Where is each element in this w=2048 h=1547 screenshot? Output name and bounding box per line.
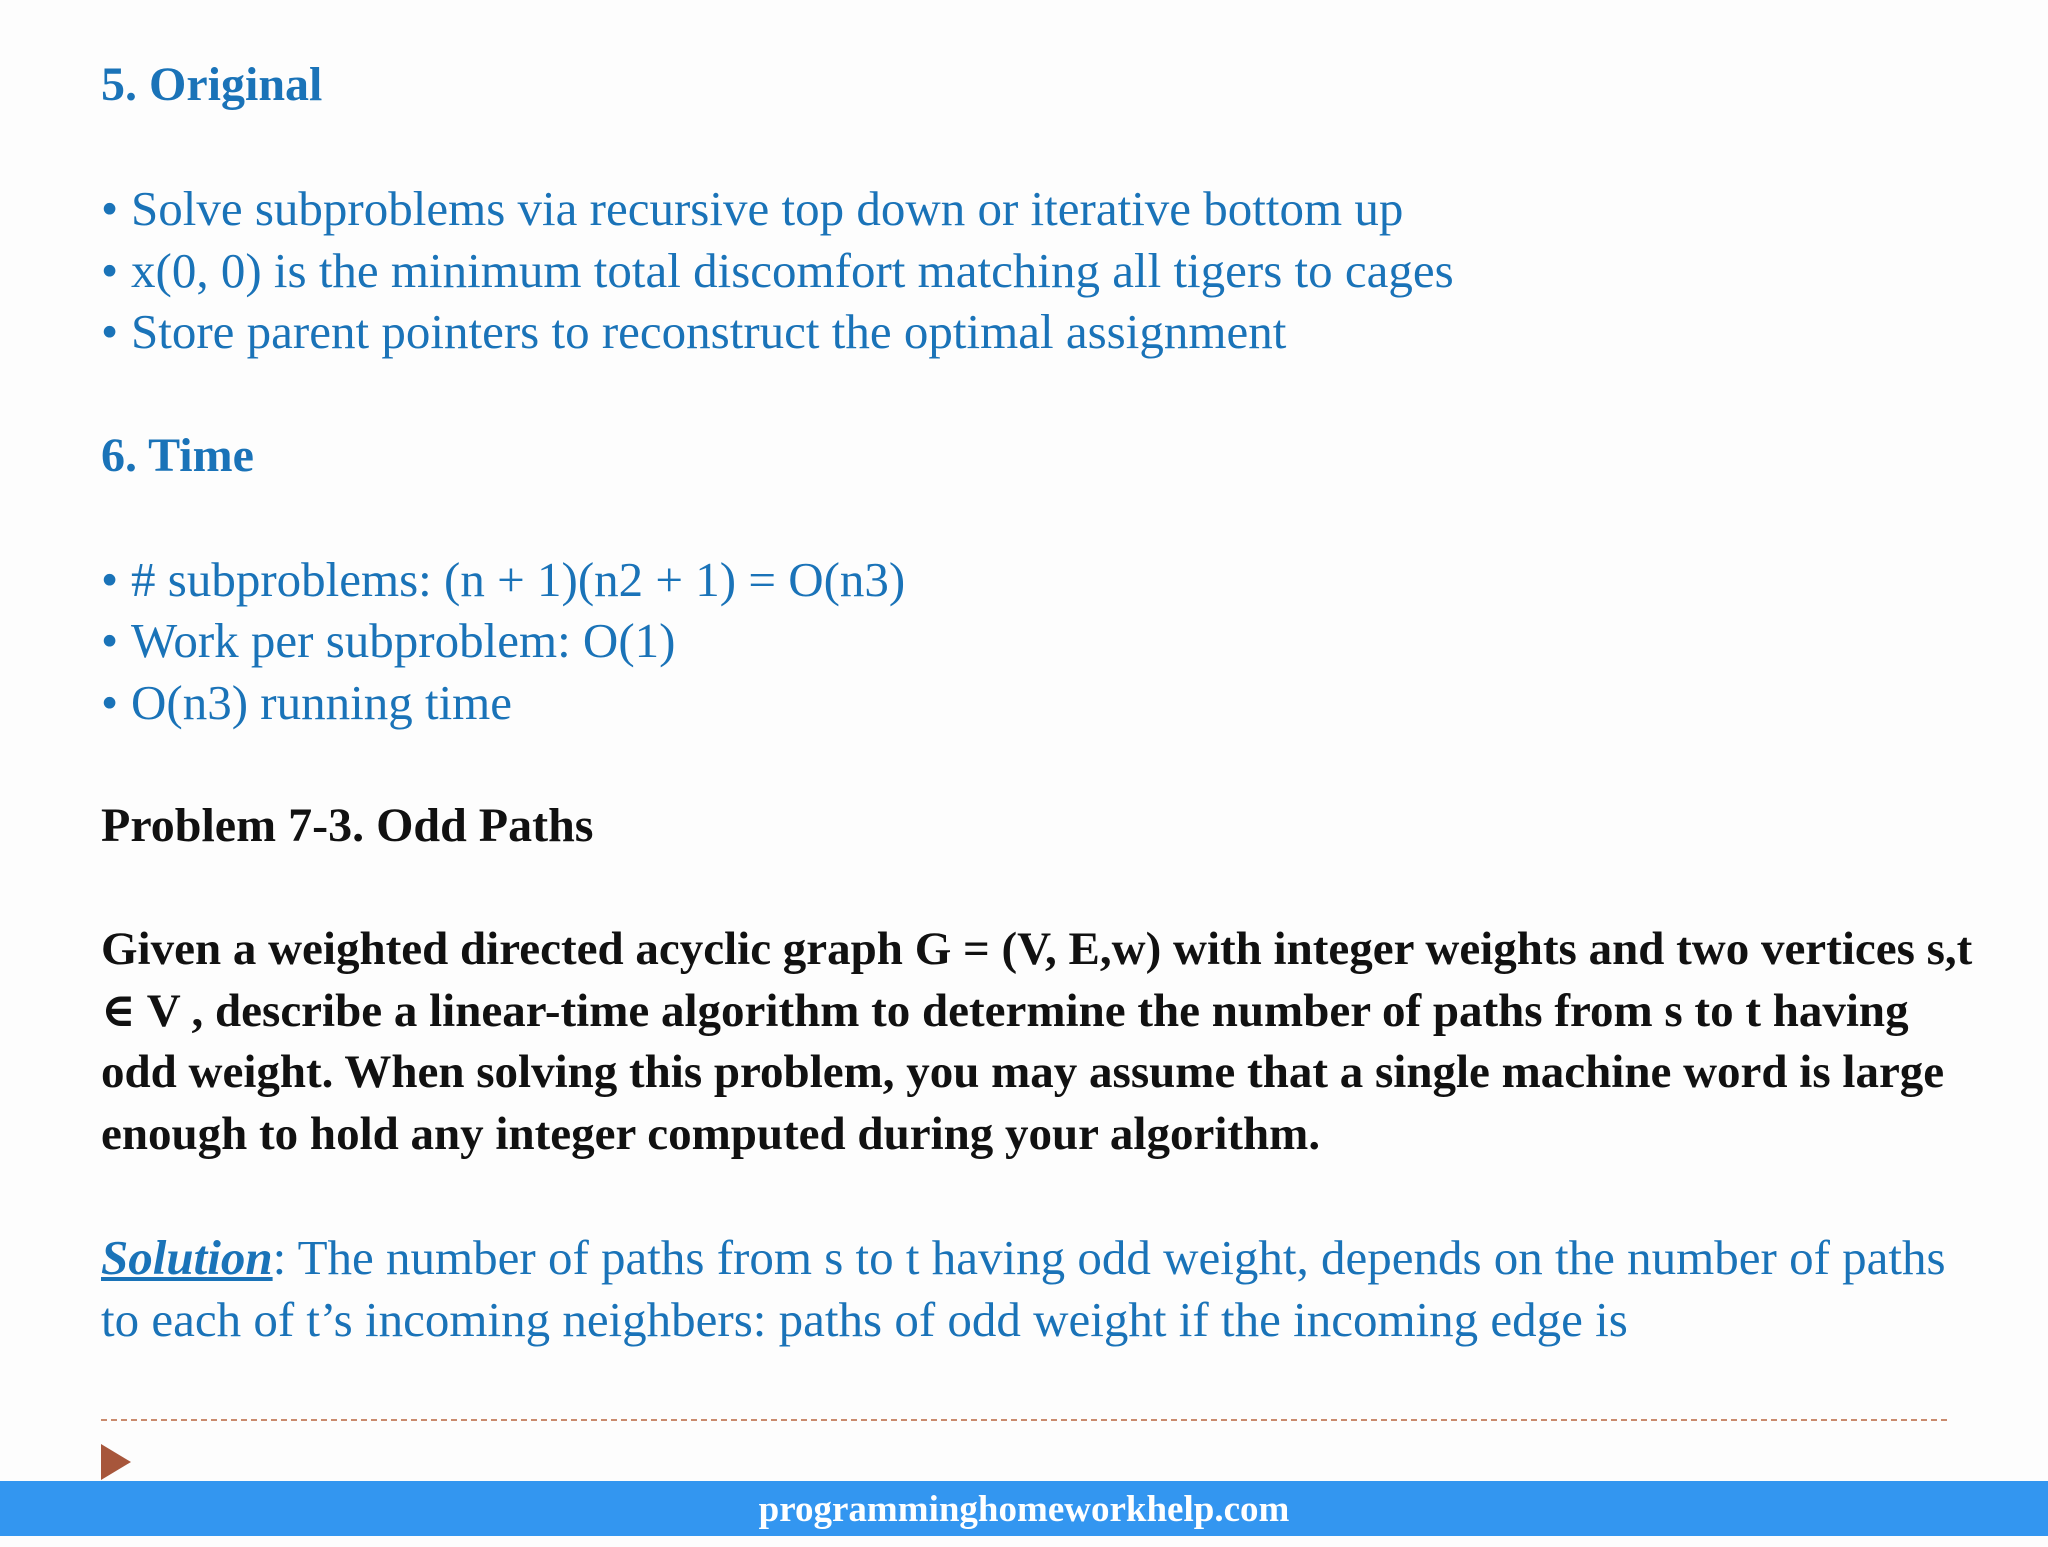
- bullet-icon: •: [101, 181, 119, 236]
- bullet-text: Work per subproblem: O(1): [131, 613, 676, 668]
- document-content: [101, 54, 1981, 1350]
- section-5-heading: 5. Original: [101, 58, 323, 111]
- divider-line: [101, 1419, 1947, 1421]
- bullet-icon: •: [101, 674, 119, 730]
- bullet-text: # subproblems: (n + 1)(n2 + 1) = O(n3): [131, 551, 906, 607]
- footer-site-name: programminghomeworkhelp.com: [758, 1489, 1290, 1530]
- list-item: [101, 301, 1981, 363]
- bullet-text: Solve subproblems via recursive top down or iterative bottom up: [131, 181, 1404, 236]
- solution-label: Solution: [101, 1230, 273, 1285]
- triangle-arrow-icon: [101, 1444, 131, 1480]
- solution-text: : The number of paths from s to t having odd weight, depends on the number of paths to each of t’s incoming neighbers: paths of odd weight if the incoming edge is: [101, 1230, 1946, 1347]
- problem-title: Problem 7-3. Odd Paths: [101, 799, 594, 852]
- bullet-icon: •: [101, 551, 119, 607]
- footer-bar: [0, 1481, 2048, 1536]
- problem-statement: Given a weighted directed acyclic graph G = (V, E,w) with integer weights and two vertices s,t ∈ V , describe a linear-time algorithm to determine the number of paths from s to t having odd weight. When solving this problem, you may assume that a single machine word is large enough to hold any integer computed during your algorithm.: [101, 923, 1973, 1160]
- bullet-text: x(0, 0) is the minimum total discomfort matching all tigers to cages: [131, 242, 1454, 298]
- list-item: [101, 672, 1981, 734]
- bullet-icon: •: [101, 242, 119, 298]
- list-item: [101, 178, 1981, 240]
- bullet-text: O(n3) running time: [131, 674, 513, 730]
- solution-paragraph: [101, 1227, 1981, 1350]
- section-6-heading: 6. Time: [101, 428, 254, 482]
- list-item: [101, 610, 1981, 672]
- bullet-icon: •: [101, 613, 119, 668]
- list-item: [101, 549, 1981, 611]
- list-item: [101, 240, 1981, 302]
- bullet-text: Store parent pointers to reconstruct the optimal assignment: [131, 304, 1287, 359]
- section-5-bullet-list: [101, 178, 1981, 363]
- section-6-bullet-list: [101, 549, 1981, 734]
- bullet-icon: •: [101, 304, 119, 359]
